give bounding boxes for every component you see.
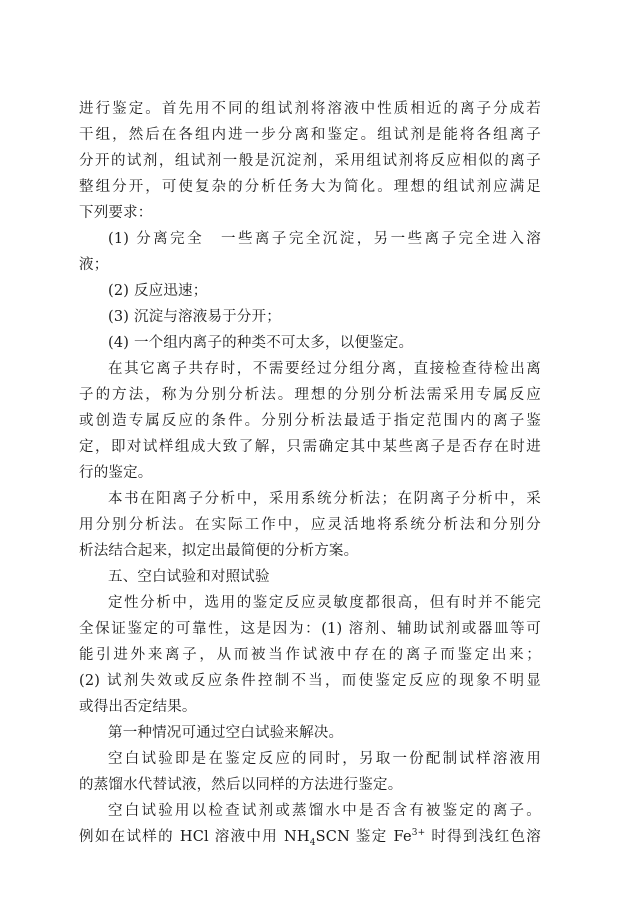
text-line: 空白试验即是在鉴定反应的同时，另取一份配制试样溶液用: [108, 751, 541, 767]
formula-subscript: 4: [309, 837, 316, 848]
formula-prefix: 例如在试样的 HCl 溶液中用 NH: [79, 829, 310, 845]
section-heading: 五、空白试验和对照试验: [108, 569, 270, 585]
text-line: 第一种情况可通过空白试验来解决。: [108, 725, 344, 741]
list-item: (2) 反应迅速；: [108, 283, 208, 299]
list-item: (3) 沉淀与溶液易于分开；: [108, 309, 281, 325]
text-line: 分开的试剂，组试剂一般是沉淀剂，采用组试剂将反应相似的离子: [79, 153, 541, 169]
list-item: (1) 分离完全 一些离子完全沉淀，另一些离子完全进入溶: [108, 231, 541, 247]
text-line: 定，即对试样组成大致了解，只需确定其中某些离子是否存在时进: [79, 439, 541, 455]
text-line-formula: [79, 827, 541, 847]
text-line: 空白试验用以检查试剂或蒸馏水中是否含有被鉴定的离子。: [108, 803, 541, 819]
text-line: 在其它离子共存时，不需要经过分组分离，直接检查待检出离: [108, 361, 541, 377]
text-line: 液；: [79, 257, 109, 273]
text-line: 整组分开，可使复杂的分析任务大为简化。理想的组试剂应满足: [79, 179, 541, 195]
text-line: 子的方法，称为分别分析法。理想的分别分析法需采用专属反应: [79, 387, 541, 403]
text-line: 行的鉴定。: [79, 465, 153, 481]
text-line: 下列要求：: [79, 205, 153, 221]
text-line: 用分别分析法。在实际工作中，应灵活地将系统分析法和分别分: [79, 517, 541, 533]
text-line: 全保证鉴定的可靠性，这是因为：(1) 溶剂、辅助试剂或器皿等可: [79, 621, 541, 637]
text-line: 进行鉴定。首先用不同的组试剂将溶液中性质相近的离子分成若: [79, 101, 541, 117]
text-line: 能引进外来离子，从而被当作试液中存在的离子而鉴定出来；: [79, 647, 541, 663]
formula-superscript: 3+: [411, 828, 426, 839]
text-line: 定性分析中，选用的鉴定反应灵敏度都很高，但有时并不能完: [108, 595, 541, 611]
text-line: 或创造专属反应的条件。分别分析法最适于指定范围内的离子鉴: [79, 413, 541, 429]
formula-suffix: 时得到浅红色溶: [425, 829, 541, 845]
formula-mid: SCN 鉴定 Fe: [315, 829, 412, 845]
list-item: (4) 一个组内离子的种类不可太多，以便鉴定。: [108, 335, 414, 351]
text-line: (2) 试剂失效或反应条件控制不当，而使鉴定反应的现象不明显: [79, 673, 541, 689]
text-line: 的蒸馏水代替试液，然后以同样的方法进行鉴定。: [79, 777, 403, 793]
text-line: 或得出否定结果。: [79, 699, 197, 715]
text-line: 本书在阳离子分析中，采用系统分析法；在阴离子分析中，采: [108, 491, 541, 507]
text-line: 析法结合起来，拟定出最简便的分析方案。: [79, 543, 359, 559]
text-line: 干组，然后在各组内进一步分离和鉴定。组试剂是能将各组离子: [79, 127, 541, 143]
